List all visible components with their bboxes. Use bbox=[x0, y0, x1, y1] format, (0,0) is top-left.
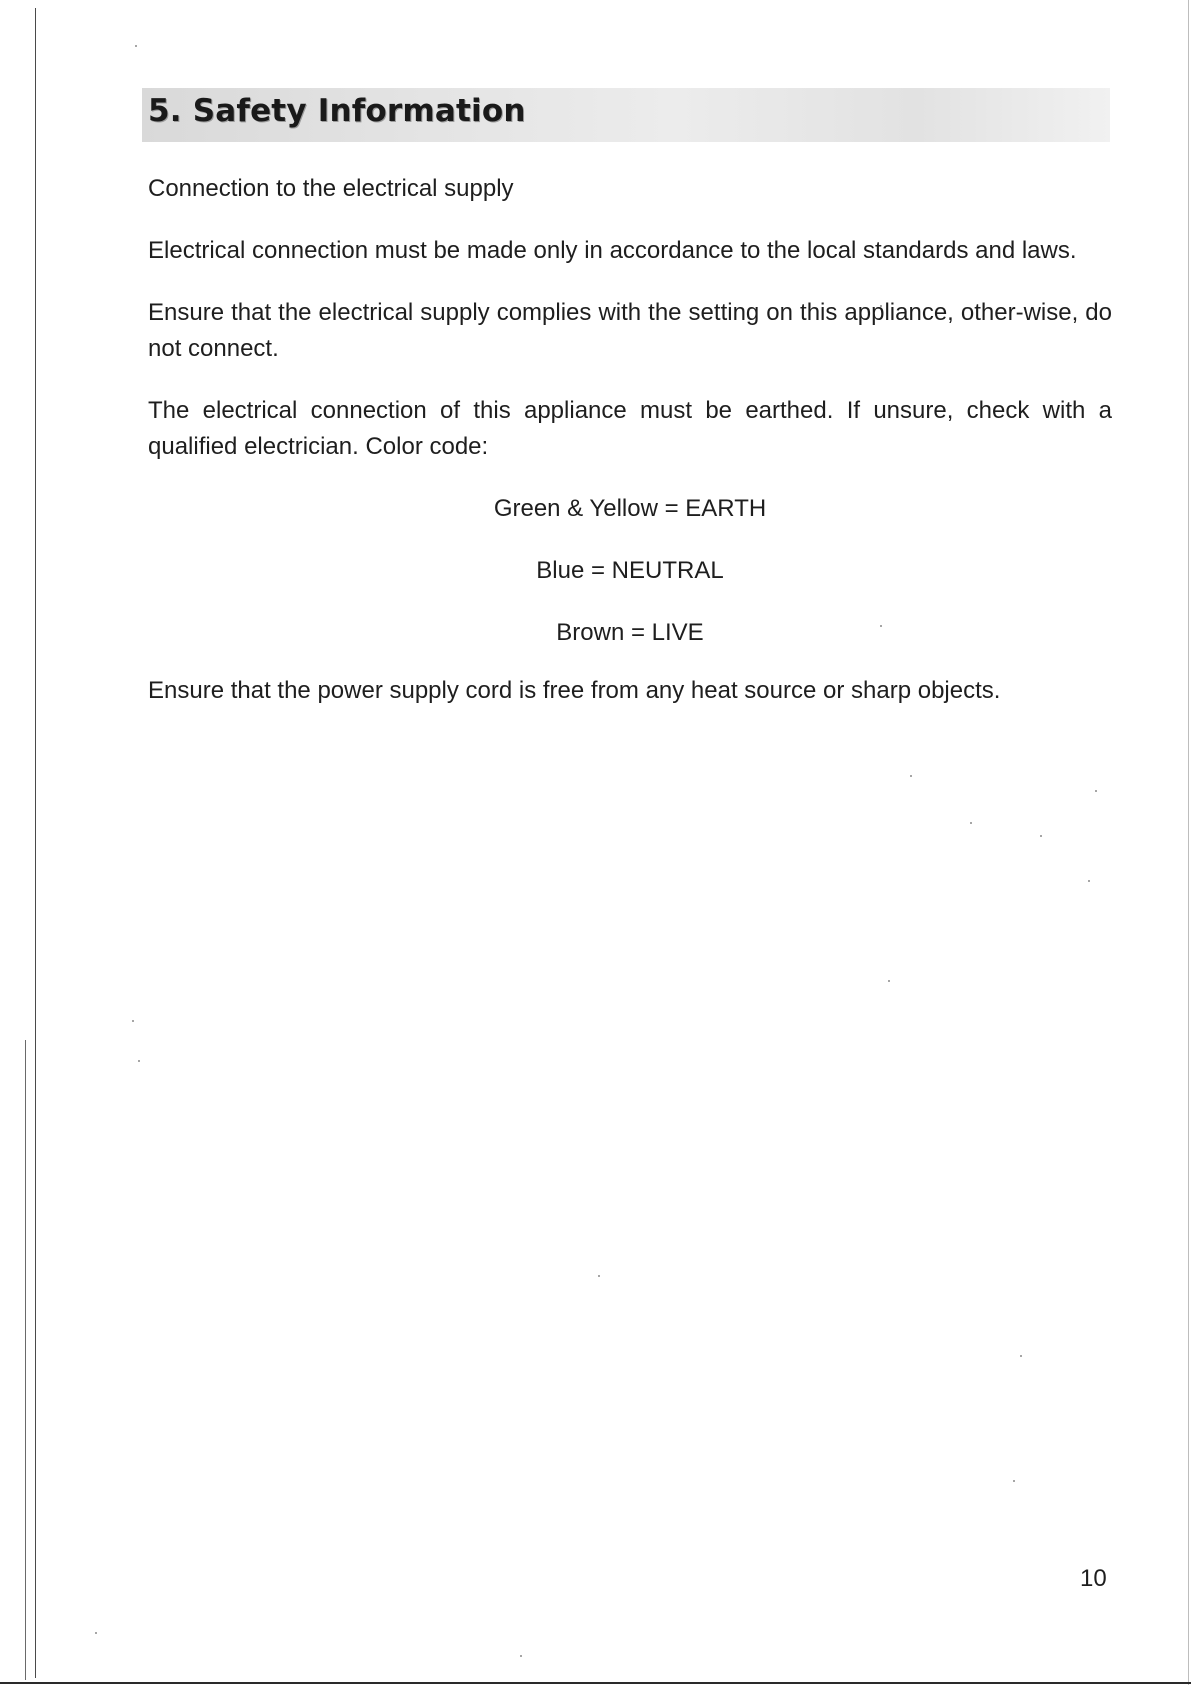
paragraph-earthing: The electrical connection of this appliance must be earthed. If unsure, check with a qualified electrician. Color code: bbox=[148, 397, 1112, 460]
page-number: 10 bbox=[1080, 1565, 1107, 1592]
scan-speck bbox=[1013, 1480, 1015, 1482]
scan-speck bbox=[135, 45, 137, 47]
scan-speck bbox=[888, 980, 890, 982]
paragraph-local-standards: Electrical connection must be made only in accordance to the local standards and laws. bbox=[148, 237, 1077, 264]
scan-edge-right bbox=[1188, 0, 1189, 1685]
scan-edge-bottom bbox=[0, 1682, 1191, 1684]
scan-speck bbox=[1095, 790, 1097, 792]
color-code-list bbox=[148, 491, 1112, 651]
scan-edge-left-inner bbox=[25, 1040, 26, 1680]
scan-speck bbox=[132, 1020, 134, 1022]
scan-speck bbox=[598, 1275, 600, 1277]
paragraph-power-cord: Ensure that the power supply cord is free from any heat source or sharp objects. bbox=[148, 677, 1001, 704]
scan-speck bbox=[138, 1060, 140, 1062]
paragraph-supply-setting: Ensure that the electrical supply complies with the setting on this appliance, other-wise, do not connect. bbox=[148, 299, 1112, 362]
scan-speck bbox=[1020, 1355, 1022, 1357]
section-heading-band bbox=[142, 88, 1110, 142]
scan-speck bbox=[910, 775, 912, 777]
color-code-earth: Green & Yellow = EARTH bbox=[493, 495, 767, 522]
scan-speck bbox=[1040, 835, 1042, 837]
section-subheading: Connection to the electrical supply bbox=[148, 175, 514, 202]
scan-speck bbox=[520, 1655, 522, 1657]
color-code-neutral: Blue = NEUTRAL bbox=[536, 557, 724, 584]
scan-speck bbox=[95, 1632, 97, 1634]
document-page bbox=[148, 88, 1112, 709]
scan-speck bbox=[1088, 880, 1090, 882]
scan-edge-left bbox=[35, 8, 36, 1678]
section-heading: 5. Safety Information bbox=[148, 93, 526, 129]
scan-speck bbox=[970, 822, 972, 824]
color-code-live: Brown = LIVE bbox=[556, 619, 704, 646]
